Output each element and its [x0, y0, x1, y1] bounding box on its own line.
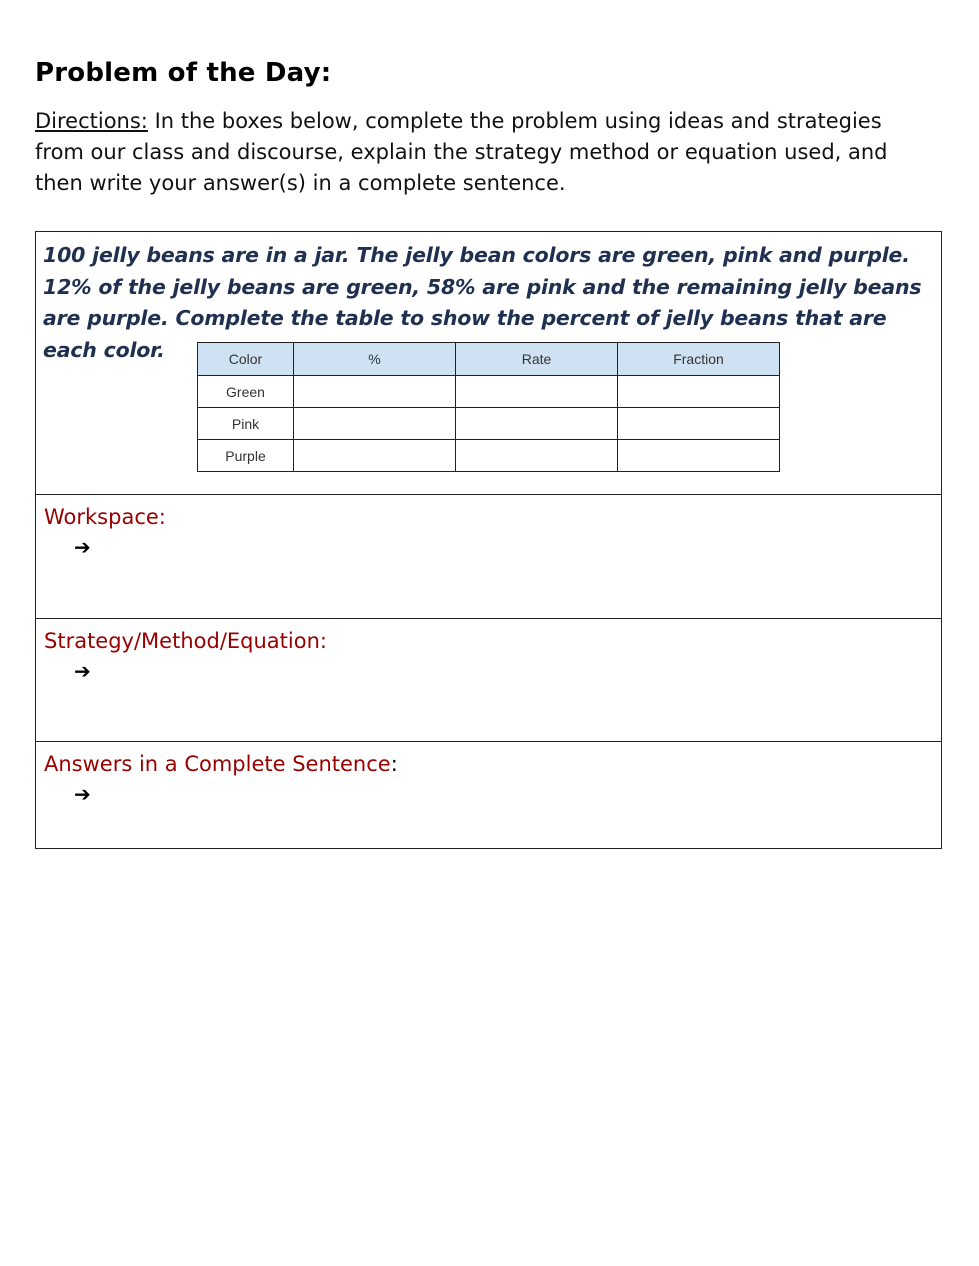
table-row	[198, 440, 780, 472]
answer-label-colon: :	[390, 752, 398, 776]
row-label-green: Green	[198, 376, 294, 408]
cell-purple-fraction[interactable]	[618, 440, 780, 472]
cell-green-rate[interactable]	[456, 376, 618, 408]
cell-green-percent[interactable]	[294, 376, 456, 408]
arrow-right-icon: ➔	[74, 782, 91, 806]
header-rate: Rate	[456, 343, 618, 376]
cell-pink-percent[interactable]	[294, 408, 456, 440]
table-header-row	[198, 343, 780, 376]
table-row	[198, 408, 780, 440]
header-fraction: Fraction	[618, 343, 780, 376]
cell-purple-percent[interactable]	[294, 440, 456, 472]
cell-green-fraction[interactable]	[618, 376, 780, 408]
strategy-section[interactable]	[36, 619, 941, 742]
jelly-bean-table	[197, 342, 780, 472]
header-color: Color	[198, 343, 294, 376]
cell-pink-fraction[interactable]	[618, 408, 780, 440]
row-label-purple: Purple	[198, 440, 294, 472]
answer-section[interactable]	[36, 742, 941, 848]
answer-label	[44, 752, 398, 776]
table-row	[198, 376, 780, 408]
arrow-right-icon: ➔	[74, 659, 91, 683]
header-percent: %	[294, 343, 456, 376]
strategy-label: Strategy/Method/Equation:	[44, 629, 327, 653]
directions-label: Directions:	[35, 109, 148, 133]
page-title: Problem of the Day:	[35, 58, 332, 88]
problem-box	[35, 231, 942, 849]
workspace-section[interactable]	[36, 495, 941, 619]
row-label-pink: Pink	[198, 408, 294, 440]
directions-text: In the boxes below, complete the problem using ideas and strategies from our class and discourse, explain the strategy method or equation used, and then write your answer(s) in a complete sentence.	[35, 109, 888, 195]
problem-section	[36, 232, 941, 495]
problem-statement: 100 jelly beans are in a jar. The jelly bean colors are green, pink and purple. 12% of the jelly beans are green, 58% are pink and the remaining jelly beans are purple. Complete the table to show the percent of jelly beans that are each color.	[43, 243, 922, 362]
directions	[35, 106, 935, 199]
arrow-right-icon: ➔	[74, 535, 91, 559]
answer-label-text: Answers in a Complete Sentence	[44, 752, 391, 776]
workspace-label: Workspace:	[44, 505, 166, 529]
cell-pink-rate[interactable]	[456, 408, 618, 440]
cell-purple-rate[interactable]	[456, 440, 618, 472]
